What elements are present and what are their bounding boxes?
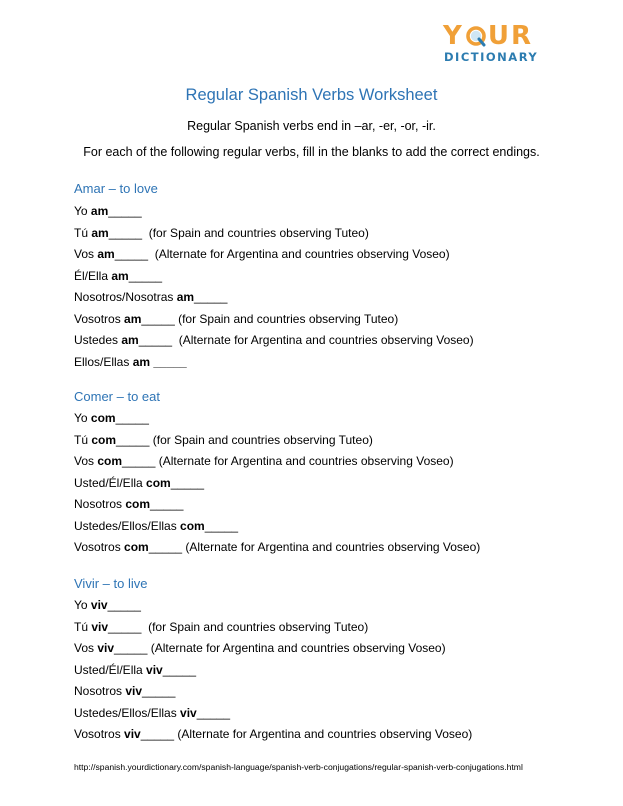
pronoun: Ustedes/Ellos/Ellas (74, 518, 181, 533)
section-heading: Comer – to eat (74, 389, 160, 404)
conjugation-row (74, 204, 142, 218)
pronoun: Yo (74, 598, 91, 612)
verb-stem: com (97, 454, 123, 468)
intro-line-2: For each of the following regular verbs, fill in the blanks to add the correct endings. (83, 145, 540, 159)
verb-stem: am (124, 311, 142, 326)
logo-letters-ur: UR (487, 21, 533, 51)
verb-stem: com (91, 432, 117, 447)
pronoun: Vos (74, 247, 98, 261)
pronoun: Usted/Él/Ella (74, 662, 147, 677)
blank-and-note: _____ (Alternate for Argentina and countries observing Voseo) (140, 727, 473, 741)
verb-stem: viv (124, 727, 141, 741)
verb-stem: am (111, 268, 129, 283)
footer-url: http://spanish.yourdictionary.com/spanish-language/spanish-verb-conjugations/regular-spanish-verb-conjugations.html (74, 762, 523, 772)
pronoun: Ustedes/Ellos/Ellas (74, 705, 181, 720)
conjugation-row (74, 269, 162, 283)
worksheet-title: Regular Spanish Verbs Worksheet (185, 86, 438, 104)
verb-stem: viv (125, 684, 143, 698)
conjugation-row (74, 411, 149, 425)
pronoun: Yo (74, 411, 91, 425)
verb-stem: viv (146, 662, 163, 677)
verb-stem: am (176, 290, 195, 304)
verb-stem: com (125, 497, 151, 511)
pronoun: Nosotros (74, 497, 126, 511)
blank-and-note: _____ (for Spain and countries observing Tuteo) (116, 432, 373, 447)
verb-stem: viv (91, 619, 109, 634)
blank-and-note: _____ (for Spain and countries observing Tuteo) (108, 225, 369, 240)
conjugation-row (74, 620, 368, 634)
blank-and-note: _____ (107, 598, 141, 612)
verb-stem: am (121, 333, 139, 347)
magnifying-glass-icon (465, 25, 487, 47)
pronoun: Tú (74, 619, 92, 634)
blank-and-note: _____ (108, 204, 142, 218)
pronoun: Tú (74, 225, 92, 240)
blank-and-note: _____ (194, 290, 228, 304)
conjugation-row (74, 519, 238, 533)
conjugation-row (74, 598, 141, 612)
verb-stem: viv (180, 705, 197, 720)
blank-and-note: _____ (196, 705, 231, 720)
blank-and-note: _____ (150, 497, 184, 511)
blank-and-note: _____ (170, 475, 205, 490)
conjugation-row (74, 433, 373, 447)
intro-line-1: Regular Spanish verbs end in –ar, -er, -or, -ir. (187, 119, 436, 133)
blank-and-note: _____ (128, 268, 163, 283)
verb-stem: am _____ (132, 354, 187, 369)
conjugation-row (74, 727, 472, 741)
conjugation-row (74, 247, 450, 261)
pronoun: Yo (74, 204, 91, 218)
pronoun: Ellos/Ellas (74, 354, 133, 369)
pronoun: Ustedes (74, 333, 122, 347)
verb-stem: com (180, 518, 205, 533)
conjugation-row (74, 641, 446, 655)
section-heading: Vivir – to live (74, 576, 148, 591)
pronoun: Usted/Él/Ella (74, 475, 147, 490)
pronoun: Vosotros (74, 311, 125, 326)
blank-and-note: _____ (142, 684, 176, 698)
section-heading: Amar – to love (74, 181, 158, 196)
blank-and-note: _____ (162, 662, 197, 677)
blank-and-note: _____ (Alternate for Argentina and countries observing Voseo) (138, 333, 474, 347)
conjugation-row (74, 663, 196, 677)
blank-and-note: _____ (204, 518, 239, 533)
conjugation-row (74, 454, 454, 468)
pronoun: Vos (74, 641, 98, 655)
conjugation-row (74, 312, 398, 326)
logo-dictionary-word: DICTIONARY (444, 50, 539, 64)
logo-letter-y: Y (443, 21, 464, 51)
blank-and-note: _____ (Alternate for Argentina and countries observing Voseo) (122, 454, 454, 468)
conjugation-row (74, 333, 474, 347)
pronoun: Vos (74, 454, 98, 468)
verb-stem: viv (97, 641, 115, 655)
verb-stem: com (124, 540, 149, 554)
verb-stem: com (146, 475, 171, 490)
conjugation-row (74, 476, 204, 490)
blank-and-note: _____ (Alternate for Argentina and countries observing Voseo) (148, 540, 481, 554)
verb-stem: com (90, 411, 116, 425)
conjugation-row (74, 684, 175, 698)
blank-and-note: _____ (for Spain and countries observing Tuteo) (108, 619, 369, 634)
conjugation-row (74, 540, 480, 554)
verb-stem: viv (90, 598, 108, 612)
yourdictionary-logo (443, 22, 539, 64)
blank-and-note: _____ (Alternate for Argentina and countries observing Voseo) (114, 641, 446, 655)
pronoun: Vosotros (74, 727, 125, 741)
logo-your-word (443, 22, 539, 50)
verb-stem: am (90, 204, 109, 218)
conjugation-row (74, 290, 227, 304)
pronoun: Nosotros/Nosotras (74, 290, 177, 304)
conjugation-row (74, 497, 183, 511)
verb-stem: am (97, 247, 115, 261)
verb-stem: am (91, 225, 109, 240)
blank-and-note: _____ (115, 411, 149, 425)
conjugation-row (74, 355, 187, 369)
conjugation-row (74, 706, 230, 720)
pronoun: Él/Ella (74, 268, 112, 283)
pronoun: Nosotros (74, 684, 126, 698)
blank-and-note: _____ (for Spain and countries observing Tuteo) (141, 311, 399, 326)
conjugation-row (74, 226, 369, 240)
blank-and-note: _____ (Alternate for Argentina and countries observing Voseo) (114, 247, 450, 261)
pronoun: Tú (74, 432, 92, 447)
pronoun: Vosotros (74, 540, 125, 554)
